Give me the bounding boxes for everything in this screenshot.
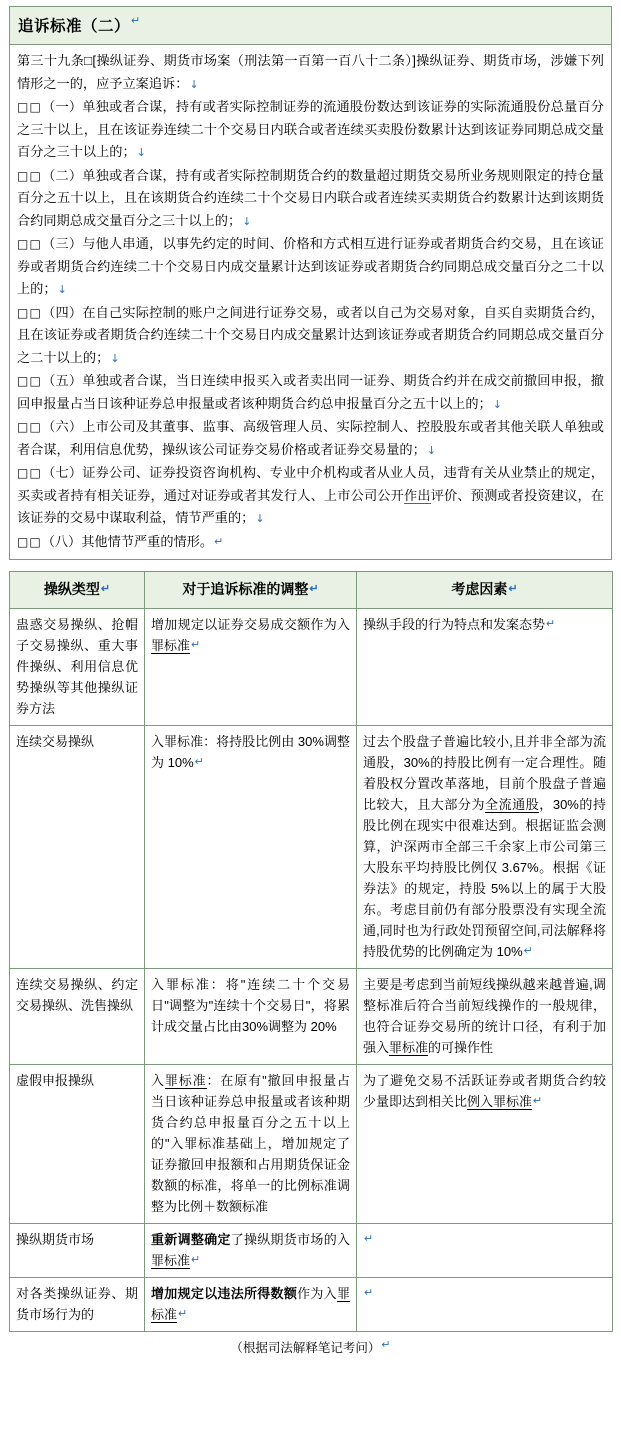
checkbox-marks: □□ (17, 534, 42, 549)
line-break-icon: ↓ (110, 351, 120, 365)
underlined-text: 作出 (404, 487, 431, 503)
line-break-icon: ↓ (136, 146, 146, 159)
paragraph (17, 50, 604, 96)
cell-text: 入罪标准：在原有"撤回申报量占当日该种证券总申报量或者该种期货合约总申报量百分之五十以上的"入罪标准基础上，增加规定了证券撤回申报额和占用期货保证金数额的标准，将单一的比例标准调整为比例＋数额标准 (151, 1073, 350, 1214)
checkbox-marks: □□ (17, 100, 43, 114)
adjustment-table (9, 571, 613, 1332)
line-break-icon: ↓ (189, 77, 199, 91)
table-row (10, 726, 613, 969)
paragraph-text: （四）在自己实际控制的账户之间进行证券交易，或者以自己为交易对象，自买自卖期货合约，且在该证券或者期货合约连续二十个交易日内成交量累计达到该证券或者期货合约同期总成交量百分之二十以上的； (17, 304, 604, 365)
cell-factors (357, 1224, 613, 1278)
column-header-type (10, 572, 145, 609)
table-row (10, 1224, 613, 1278)
cell-adjustment (145, 969, 357, 1065)
cell-factors (357, 1065, 613, 1224)
paragraph-mark-icon: ↵ (508, 583, 518, 595)
cell-text-emphasis: 重新调整确定 (151, 1232, 231, 1247)
paragraph-mark-icon: ↵ (364, 1287, 374, 1299)
cell-factors (357, 726, 613, 969)
column-header-adjustment (145, 572, 357, 609)
footer-note (9, 1338, 612, 1356)
paragraph (17, 462, 604, 531)
paragraph-mark-icon: ↵ (191, 639, 201, 651)
paragraph-mark-icon: ↵ (131, 15, 141, 27)
cell-text: 虚假申报操纵 (16, 1073, 95, 1088)
page-title: 追诉标准（二） (18, 18, 131, 35)
cell-text: 了操纵期货市场的入罪标准 (151, 1232, 350, 1268)
paragraph (17, 416, 604, 462)
checkbox-marks: □□ (17, 466, 43, 480)
cell-text: 为了避免交易不活跃证券或者期货合约较少量即达到相关比例入罪标准 (363, 1073, 606, 1109)
line-break-icon: ↓ (255, 512, 265, 525)
paragraph-mark-icon: ↵ (364, 1233, 374, 1245)
paragraph-mark-icon: ↵ (100, 583, 111, 595)
document-title-box (9, 6, 612, 45)
table-header-row (10, 572, 613, 609)
checkbox-marks: □□ (17, 237, 43, 251)
cell-text-emphasis: 增加规定以违法所得数额 (151, 1286, 298, 1301)
checkbox-marks: □□ (17, 420, 43, 434)
paragraph-text: （一）单独或者合谋，持有或者实际控制证券的流通股份数达到该证券的实际流通股份总量百分之三十以上，且在该证券连续二十个交易日内联合或者连续买卖股份数累计达到该证券同期总成交量百分之三十以上的； (17, 99, 604, 159)
cell-factors (357, 969, 613, 1065)
header-label: 对于追诉标准的调整 (182, 581, 309, 597)
paragraph-text: （八）其他情节严重的情形。 (41, 533, 214, 549)
cell-text: 作为入罪标准 (151, 1286, 350, 1322)
paragraph-text: （七）证券公司、证券投资咨询机构、专业中介机构或者从业人员，违背有关从业禁止的规定，买卖或者持有相关证券，通过对证券或者其发行人、上市公司公开作出评价、预测或者投资建议，在该证券的交易中谋取利益，情节严重的； (17, 465, 605, 525)
paragraph (17, 165, 604, 234)
cell-adjustment (145, 1224, 357, 1278)
cell-adjustment (145, 726, 357, 969)
cell-type (10, 1278, 145, 1332)
paragraph (17, 531, 604, 554)
paragraph-mark-icon: ↵ (533, 1095, 543, 1107)
paragraph-mark-icon: ↵ (309, 583, 319, 595)
table-row (10, 969, 613, 1065)
footer-text: （根据司法解释笔记考问） (230, 1341, 381, 1355)
cell-text: 操纵期货市场 (16, 1232, 95, 1247)
paragraph-mark-icon: ↵ (546, 618, 556, 630)
cell-type (10, 969, 145, 1065)
paragraph-text: （五）单独或者合谋，当日连续申报买入或者卖出同一证券、期货合约并在成交前撤回申报，撤回申报量占当日该种证券总申报量或者该种期货合约总申报量百分之五十以上的； (17, 373, 604, 411)
underlined-text: 罪标准 (151, 1286, 350, 1322)
table-row (10, 609, 613, 726)
underlined-text: 罪标准 (151, 1253, 191, 1268)
paragraph-mark-icon: ↵ (523, 945, 533, 957)
cell-text: 主要是考虑到当前短线操纵越来越普遍,调整标准后符合当前短线操作的一般规律，也符合证券交易所的统计口径，有利于加强入罪标准的可操作性 (363, 977, 606, 1055)
underlined-text: 例入罪标准 (467, 1094, 533, 1109)
cell-adjustment (145, 1278, 357, 1332)
underlined-text: 罪标准 (389, 1040, 429, 1055)
checkbox-marks: □□ (17, 305, 43, 320)
paragraph-text: （二）单独或者合谋，持有或者实际控制期货合约的数量超过期货交易所业务规则限定的持仓量百分之五十以上，且在该期货合约连续二十个交易日内联合或者连续买卖期货合约数累计达到该期货合约同期总成交量百分之三十以上的； (17, 167, 604, 228)
table-row (10, 1278, 613, 1332)
paragraph-mark-icon: ↵ (194, 756, 204, 768)
paragraph-text: 第三十九条□[操纵证券、期货市场案（刑法第一百第一百八十二条）]操纵证券、期货市场，涉嫌下列情形之一的，应予立案追诉： (17, 53, 604, 91)
paragraph (17, 370, 604, 416)
cell-text: 连续交易操纵 (16, 734, 95, 749)
paragraph-mark-icon: ↵ (178, 1308, 188, 1320)
header-label: 考虑因素 (451, 581, 508, 597)
cell-factors (357, 609, 613, 726)
paragraph (17, 233, 604, 302)
paragraph-mark-icon: ↵ (381, 1339, 391, 1351)
line-break-icon: ↓ (492, 397, 502, 411)
cell-text: 连续交易操纵、约定交易操纵、洗售操纵 (16, 977, 138, 1013)
underlined-text: 罪标准 (164, 1073, 207, 1088)
cell-type (10, 1065, 145, 1224)
underlined-text: 全流通股 (485, 797, 540, 812)
cell-adjustment (145, 609, 357, 726)
paragraph-mark-icon: ↵ (191, 1254, 201, 1266)
cell-text: 蛊惑交易操纵、抢帽子交易操纵、重大事件操纵、利用信息优势操纵等其他操纵证券方法 (16, 617, 138, 716)
paragraph-mark-icon: ↵ (214, 535, 224, 548)
cell-type (10, 609, 145, 726)
column-header-factors (357, 572, 613, 609)
paragraph-text: （六）上市公司及其董事、监事、高级管理人员、实际控制人、控股股东或者其他关联人单独或者合谋，利用信息优势，操纵该公司证券交易价格或者证券交易量的； (17, 419, 604, 457)
cell-text: 操纵手段的行为特点和发案态势 (363, 617, 546, 632)
header-label: 操纵类型 (43, 581, 100, 597)
paragraph (17, 302, 604, 371)
cell-text: 入罪标准：将"连续二十个交易日"调整为"连续十个交易日"，将累计成交量占比由30%调整为 20% (151, 977, 350, 1034)
line-break-icon: ↓ (242, 214, 252, 228)
line-break-icon: ↓ (57, 283, 67, 296)
document-body (9, 45, 612, 560)
table-row (10, 1065, 613, 1224)
cell-text: 对各类操纵证券、期货市场行为的 (16, 1286, 138, 1322)
cell-adjustment (145, 1065, 357, 1224)
checkbox-marks: □□ (17, 374, 43, 388)
line-break-icon: ↓ (426, 443, 437, 457)
checkbox-marks: □□ (17, 168, 43, 183)
cell-text: 过去个股盘子普遍比较小,且并非全部为流通股，30%的持股比例有一定合理性。随着股权分置改革落地，目前个股盘子普遍比较大，且大部分为全流通股，30%的持股比例在现实中很难达到。根据证监会测算，沪深两市全部三千余家上市公司第三大股东平均持股比例仅 3.67%。根据《证券法》的规定，持股 5%以上的属于大股东。考虑目前仍有部分股票没有实现全流通,同时也为行政处罚预留空间,司法解释将持股优势的比例确定为 10% (363, 734, 606, 959)
cell-text: 增加规定以证券交易成交额作为入罪标准 (151, 617, 350, 653)
cell-type (10, 726, 145, 969)
paragraph-text: （三）与他人串通，以事先约定的时间、价格和方式相互进行证券或者期货合约交易，且在该证券或者期货合约连续二十个交易日内成交量累计达到该证券或者期货合约同期总成交量百分之二十以上的； (17, 236, 604, 296)
underlined-text: 罪标准 (151, 638, 191, 653)
paragraph (17, 96, 604, 165)
cell-factors (357, 1278, 613, 1332)
cell-type (10, 1224, 145, 1278)
cell-text: 入罪标准：将持股比例由 30%调整为 10% (151, 734, 350, 770)
